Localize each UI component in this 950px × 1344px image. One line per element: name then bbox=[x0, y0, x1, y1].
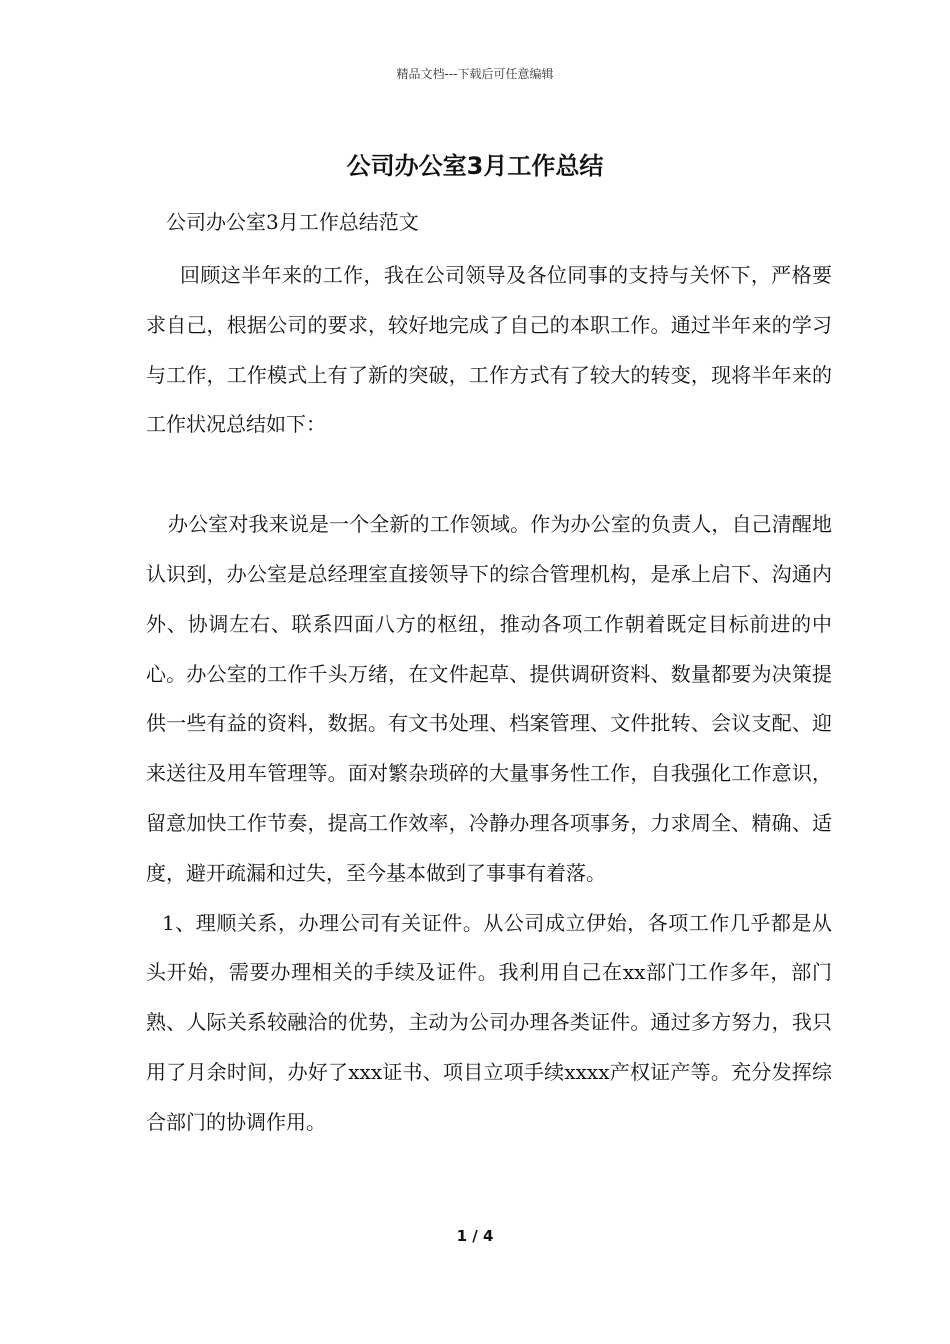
paragraph-intro: 回顾这半年来的工作，我在公司领导及各位同事的支持与关怀下，严格要求自己，根据公司的要求，较好地完成了自己的本职工作。通过半年来的学习与工作，工作模式上有了新的突破，工作方式有了较大的转变，现将半年来的工作状况总结如下： bbox=[146, 263, 832, 437]
header-note: 精品文档---下载后可任意编辑 bbox=[396, 67, 554, 81]
paragraph-item-1: 1、理顺关系，办理公司有关证件。从公司成立伊始，各项工作几乎都是从头开始，需要办理相关的手续及证件。我利用自己在xx部门工作多年，部门熟、人际关系较融洽的优势，主动为公司办理各类证件。通过多方努力，我只用了月余时间，办好了xxx证书、项目立项手续xxxx产权证产等。充分发挥综合部门的协调作用。 bbox=[146, 910, 832, 1134]
paragraph-office-role: 办公室对我来说是一个全新的工作领域。作为办公室的负责人，自己清醒地认识到，办公室是总经理室直接领导下的综合管理机构，是承上启下、沟通内外、协调左右、联系四面八方的枢纽，推动各项工作朝着既定目标前进的中心。办公室的工作千头万绪，在文件起草、提供调研资料、数量都要为决策提供一些有益的资料，数据。有文书处理、档案管理、文件批转、会议支配、迎来送往及用车管理等。面对繁杂琐碎的大量事务性工作，自我强化工作意识，留意加快工作节奏，提高工作效率，冷静办理各项事务，力求周全、精确、适度，避开疏漏和过失，至今基本做到了事事有着落。 bbox=[146, 512, 832, 885]
document-title: 公司办公室3月工作总结 bbox=[346, 152, 604, 180]
paragraph-spacer bbox=[146, 450, 832, 500]
page-number: 1 / 4 bbox=[456, 1227, 494, 1245]
document-body bbox=[146, 205, 832, 1148]
document-subtitle: 公司办公室3月工作总结范文 bbox=[166, 210, 419, 234]
